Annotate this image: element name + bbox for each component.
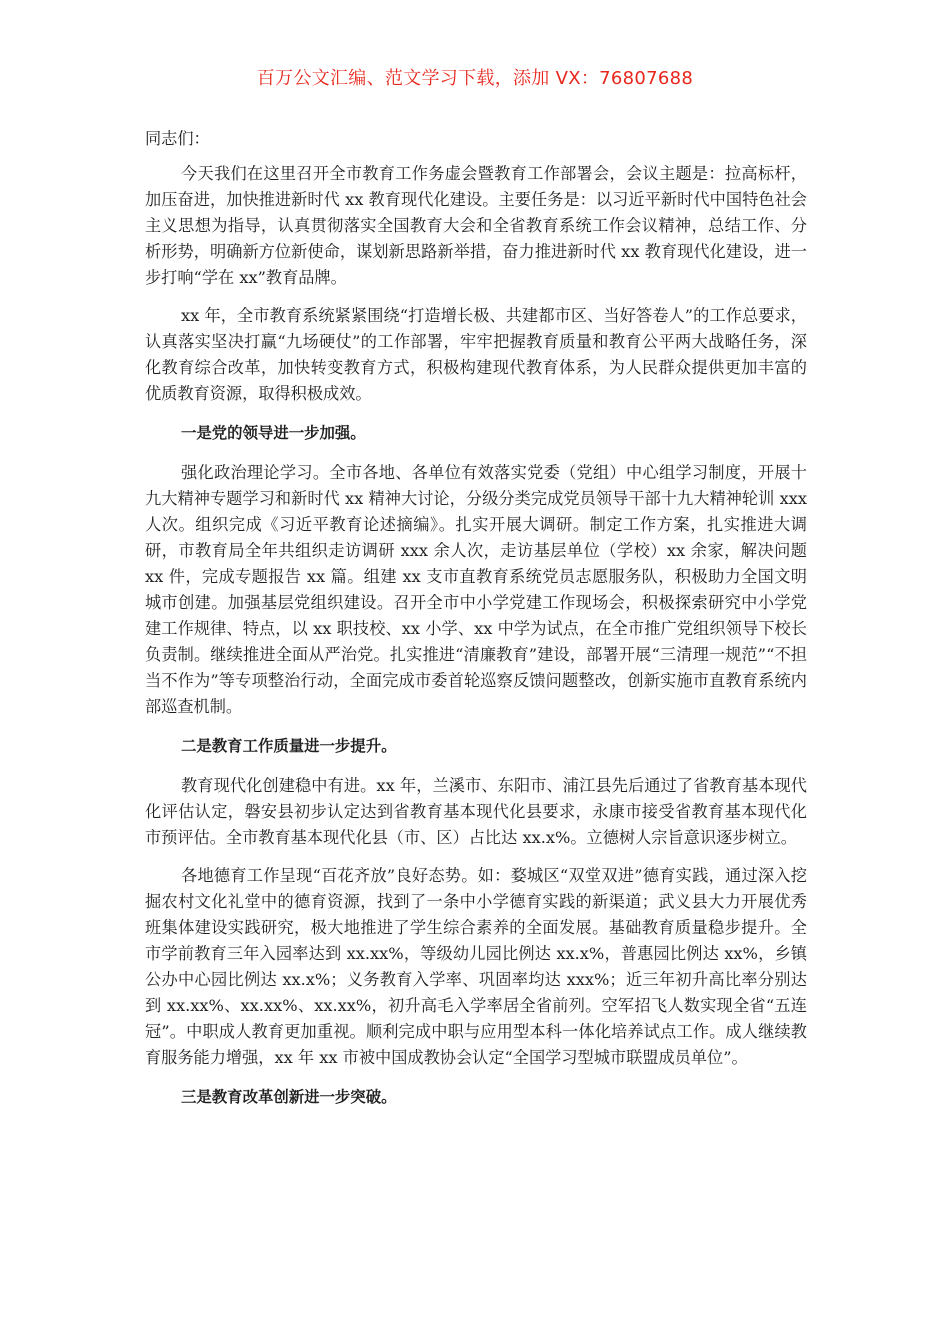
section-heading-2: 二是教育工作质量进一步提升。: [181, 737, 397, 755]
watermark-banner: 百万公文汇编、范文学习下载，添加 VX：76807688: [256, 68, 694, 89]
section-heading-3: 三是教育改革创新进一步突破。: [181, 1088, 397, 1106]
paragraph-modernization: 教育现代化创建稳中有进。xx 年，兰溪市、东阳市、浦江县先后通过了省教育基本现代化评估认定，磐安县初步认定达到省教育基本现代化县要求，永康市接受省教育基本现代化市预评估。全市教育基本现代化县（市、区）占比达 xx.x%。立德树人宗旨意识逐步树立。: [145, 776, 807, 847]
paragraph-moral-education: 各地德育工作呈现“百花齐放”良好态势。如：婺城区“双堂双进”德育实践，通过深入挖掘农村文化礼堂中的德育资源，找到了一条中小学德育实践的新渠道；武义县大力开展优秀班集体建设实践研究，极大地推进了学生综合素养的全面发展。基础教育质量稳步提升。全市学前教育三年入园率达到 xx.xx%，等级幼儿园比例达 xx.x%，普惠园比例达 xx%，乡镇公办中心园比例达 xx.x%；义务教育入学率、巩固率均达 xxx%；近三年初升高比率分别达到 xx.xx%、xx.xx%、xx.xx%，初升高毛入学率居全省前列。空军招飞人数实现全省“五连冠”。中职成人教育更加重视。顺利完成中职与应用型本科一体化培养试点工作。成人继续教育服务能力增强，xx 年 xx 市被中国成教协会认定“全国学习型城市联盟成员单位”。: [145, 866, 807, 1067]
paragraph-intro: 今天我们在这里召开全市教育工作务虚会暨教育工作部署会，会议主题是：拉高标杆，加压奋进，加快推进新时代 xx 教育现代化建设。主要任务是：以习近平新时代中国特色社会主义思想为指导，认真贯彻落实全国教育大会和全省教育系统工作会议精神，总结工作、分析形势，明确新方位新使命，谋划新思路新举措，奋力推进新时代 xx 教育现代化建设，进一步打响“学在 xx”教育品牌。: [145, 164, 807, 287]
document-body: [145, 124, 807, 1124]
section-heading-1: 一是党的领导进一步加强。: [181, 424, 366, 442]
paragraph-party-leadership: 强化政治理论学习。全市各地、各单位有效落实党委（党组）中心组学习制度，开展十九大精神专题学习和新时代 xx 精神大讨论，分级分类完成党员领导干部十九大精神轮训 xxx 人次。组织完成《习近平教育论述摘编》。扎实开展大调研。制定工作方案，扎实推进大调研，市教育局全年共组织走访调研 xxx 余人次，走访基层单位（学校）xx 余家，解决问题 xx 件，完成专题报告 xx 篇。组建 xx 支市直教育系统党员志愿服务队，积极助力全国文明城市创建。加强基层党组织建设。召开全市中小学党建工作现场会，积极探索研究中小学党建工作规律、特点，以 xx 职技校、xx 小学、xx 中学为试点，在全市推广党组织领导下校长负责制。继续推进全面从严治党。扎实推进“清廉教育”建设，部署开展“三清理一规范”“不担当不作为”等专项整治行动，全面完成市委首轮巡察反馈问题整改，创新实施市直教育系统内部巡查机制。: [145, 463, 807, 716]
salutation: 同志们：: [145, 129, 210, 148]
paragraph-summary: xx 年，全市教育系统紧紧围绕“打造增长极、共建都市区、当好答卷人”的工作总要求，认真落实坚决打赢“九场硬仗”的工作部署，牢牢把握教育质量和教育公平两大战略任务，深化教育综合改革，加快转变教育方式，积极构建现代教育体系，为人民群众提供更加丰富的优质教育资源，取得积极成效。: [145, 306, 807, 403]
